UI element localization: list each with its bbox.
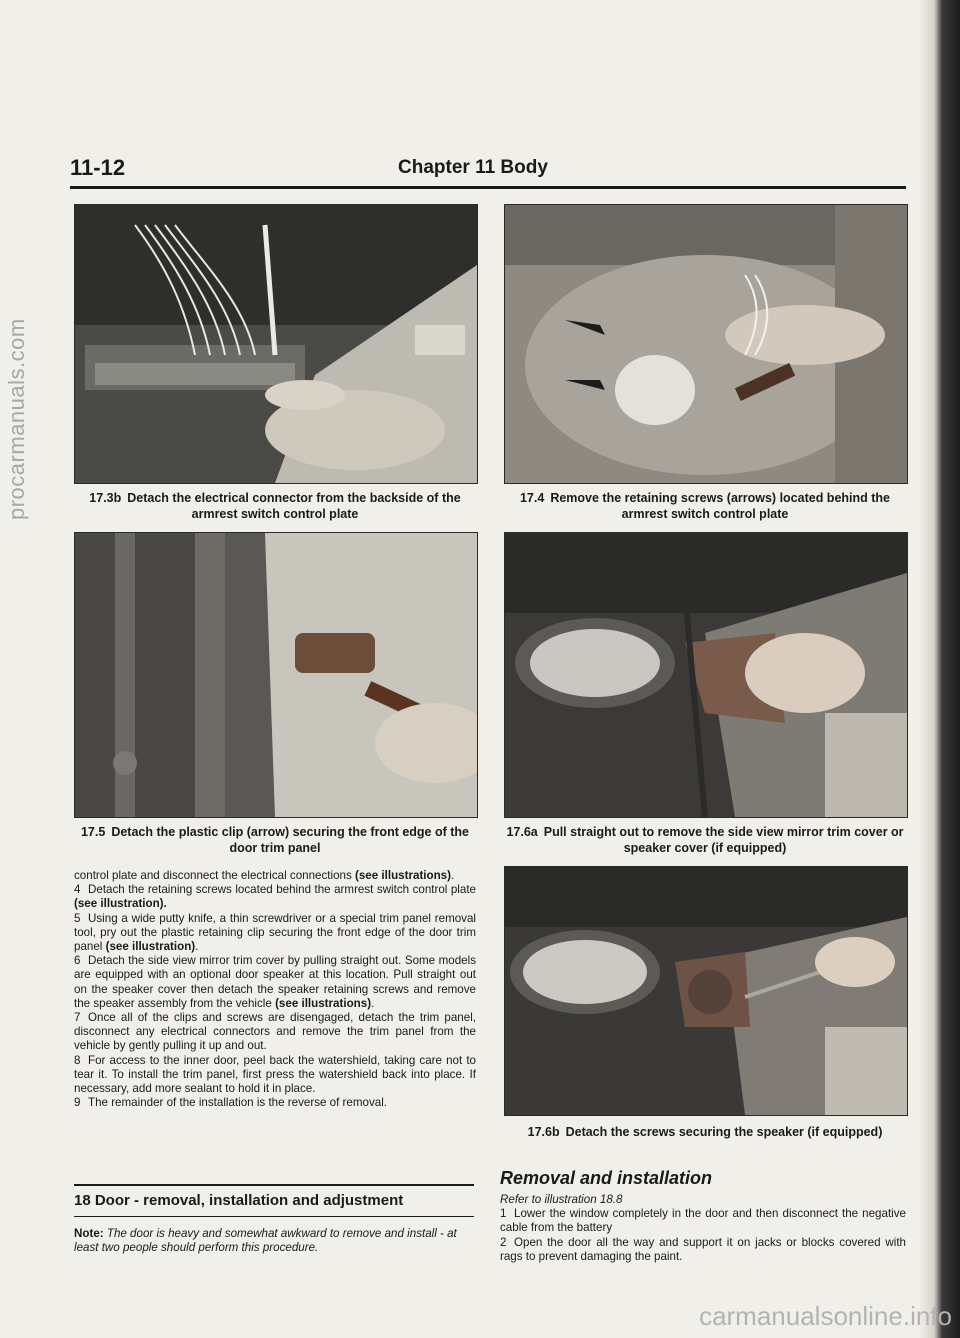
step-4 [74,883,476,911]
chapter-title: Chapter 11 Body [398,157,548,178]
illustration-reference: (see illustration) [105,940,196,954]
header-rule [70,186,906,189]
caption-text: Detach the plastic clip (arrow) securing the front edge of the door trim panel [111,825,470,855]
photo-17-3b [74,204,478,484]
step-text: For access to the inner door, peel back the watershield, taking care not to tear it. To install the trim panel, first press the watershield back into place. If necessary, add more sealant to hold it in place. [74,1053,476,1096]
removal-installation-heading: Removal and installation [500,1168,713,1188]
step-number: 6 [74,954,81,968]
photo-17-5 [74,532,478,818]
step-number: 8 [74,1053,81,1067]
photo-17-4-image [505,205,907,483]
step-text: Using a wide putty knife, a thin screwdriver or a special trim panel removal tool, pry out the plastic retaining clip securing the front edge of the door trim panel [74,911,476,954]
step-number: 9 [74,1096,81,1110]
note-text: The door is heavy and somewhat awkward to remove and install - at least two people should perform this procedure. [74,1227,457,1254]
section-rule-bottom [74,1216,474,1217]
photo-17-5-image [75,533,477,817]
step-number: 1 [500,1207,507,1221]
photo-17-6a [504,532,908,818]
step-end: . [371,996,375,1010]
photo-17-6a-image [505,533,907,817]
figure-number: 17.4 [519,491,545,505]
photo-17-6b-image [505,867,907,1115]
step-8 [74,1054,476,1097]
removal-text [500,1193,906,1264]
step-text: Detach the retaining screws located behind the armrest switch control plate [88,883,476,897]
bottom-watermark: carmanualsonline.info [699,1301,952,1331]
step-text: Open the door all the way and support it on jacks or blocks covered with rags to prevent damaging the paint. [500,1235,906,1263]
section-18-note [74,1227,476,1255]
step-9 [74,1096,476,1110]
step-number: 2 [500,1235,507,1249]
section-18-heading: 18 Door - removal, installation and adjustment [74,1192,404,1209]
step-number: 7 [74,1011,81,1025]
illustration-reference: (see illustrations) [275,996,372,1010]
step-text: Lower the window completely in the door and then disconnect the negative cable from the battery [500,1207,906,1235]
section-rule-top [74,1184,474,1186]
step-text: The remainder of the installation is the reverse of removal. [88,1096,388,1110]
illustration-reference: (see illustrations) [355,869,451,882]
caption-17-5 [74,824,476,856]
illustration-reference: (see illustration). [74,897,167,911]
side-watermark: procarmanuals.com [4,318,29,520]
photo-17-3b-image [75,205,477,483]
refer-illustration: Refer to illustration 18.8 [500,1193,623,1206]
caption-17-6b [504,1124,906,1140]
caption-17-3b [74,490,476,522]
step-end: . [195,940,199,954]
step-6 [74,954,476,1011]
caption-17-6a [504,824,906,856]
caption-17-4 [504,490,906,522]
figure-number: 17.3b [89,491,122,505]
figure-number: 17.6a [506,825,538,839]
step-7 [74,1011,476,1054]
step-number: 4 [74,883,81,897]
photo-17-6b [504,866,908,1116]
note-label: Note: [74,1227,107,1240]
photo-17-4 [504,204,908,484]
paragraph-continued [74,869,476,883]
caption-text: Detach the electrical connector from the backside of the armrest switch control plate [127,491,461,521]
figure-number: 17.6b [527,1125,560,1139]
figure-number: 17.5 [80,825,106,839]
step-text: Once all of the clips and screws are disengaged, detach the trim panel, disconnect any electrical connectors and remove the trim panel from the vehicle by gently pulling it up and out. [74,1011,476,1053]
step-number: 5 [74,911,81,925]
step-5 [74,912,476,955]
paragraph-end: . [451,869,455,882]
caption-text: Remove the retaining screws (arrows) located behind the armrest switch control plate [550,491,890,521]
page-header [70,155,906,185]
removal-step-2 [500,1236,906,1264]
body-text-column [74,869,476,1110]
paragraph-text: control plate and disconnect the electrical connections [74,869,355,882]
step-text: Detach the side view mirror trim cover by pulling straight out. Some models are equipped with an optional door speaker at this location. Pull straight out on the speaker cover then detach the speaker retaining screws and remove the speaker assembly from the vehicle [74,954,476,1010]
removal-step-1 [500,1207,906,1235]
page-number: 11-12 [70,155,126,180]
caption-text: Detach the screws securing the speaker (if equipped) [565,1125,883,1139]
page-binding-edge [920,0,960,1338]
caption-text: Pull straight out to remove the side view mirror trim cover or speaker cover (if equipped) [543,825,904,855]
